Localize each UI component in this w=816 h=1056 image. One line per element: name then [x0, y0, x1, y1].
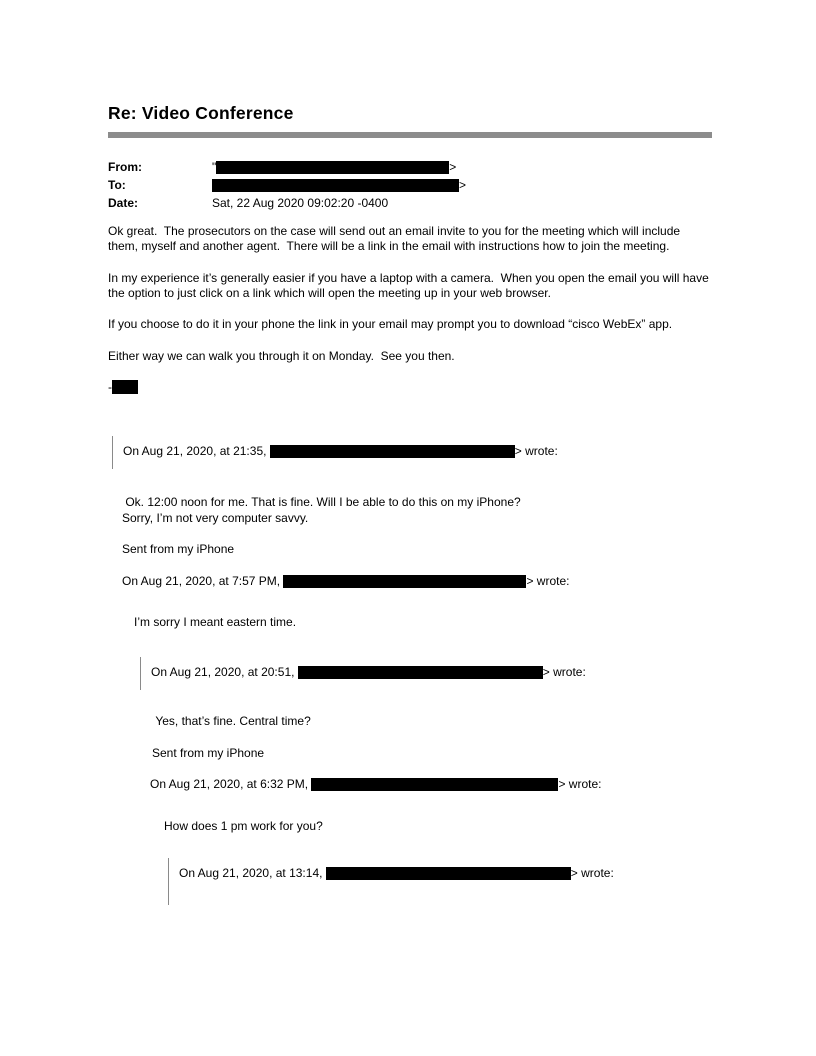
date-row [108, 194, 712, 212]
from-suffix: > [449, 159, 457, 174]
from-label: From: [108, 159, 142, 174]
redacted-signature-name [112, 380, 138, 394]
signature-dash: - [108, 380, 112, 395]
attribution-suffix: > wrote: [526, 573, 570, 588]
quoted-reply-line: Yes, that’s fine. Central time? [152, 714, 311, 729]
redacted-email-address [270, 445, 515, 458]
date-label: Date: [108, 195, 139, 210]
quoted-reply-line: Ok. 12:00 noon for me. That is fine. Will I be able to do this on my iPhone? [122, 495, 521, 510]
redacted-to-address [212, 179, 459, 192]
quote-attribution-unbarred [150, 777, 712, 792]
attribution-text: On Aug 21, 2020, at 21:35, [123, 443, 270, 458]
attribution-text: On Aug 21, 2020, at 7:57 PM, [122, 573, 284, 588]
quote-attribution-level1 [112, 436, 712, 469]
attribution-suffix: > wrote: [558, 777, 602, 792]
email-subject: Re: Video Conference [108, 103, 294, 123]
quote-attribution-level2 [140, 657, 712, 690]
to-suffix: > [459, 177, 467, 192]
from-open-quote: " [212, 159, 217, 174]
from-row [108, 158, 712, 176]
attribution-text: On Aug 21, 2020, at 6:32 PM, [150, 777, 312, 792]
date-value: Sat, 22 Aug 2020 09:02:20 -0400 [212, 195, 389, 210]
body-paragraph: If you choose to do it in your phone the link in your email may prompt you to download “cisco WebEx” app. [108, 317, 673, 332]
email-headers [108, 158, 712, 212]
redacted-email-address [311, 778, 558, 791]
attribution-text: On Aug 21, 2020, at 20:51, [151, 664, 298, 679]
to-label: To: [108, 177, 126, 192]
sent-from-iphone-line: Sent from my iPhone [122, 542, 235, 557]
attribution-suffix: > wrote: [514, 443, 558, 458]
body-paragraph: Either way we can walk you through it on Monday. See you then. [108, 348, 455, 363]
body-paragraph: In my experience it’s generally easier if you have a laptop with a camera. When you open the email you will have the option to just click on a link which will open the meeting up in your web browser. [108, 270, 713, 300]
sent-from-iphone-line: Sent from my iPhone [152, 745, 265, 760]
quoted-reply-line: How does 1 pm work for you? [164, 818, 323, 833]
subject-rule [108, 132, 712, 138]
to-value [212, 176, 466, 194]
to-row [108, 176, 712, 194]
quoted-reply-line: Sorry, I’m not very computer savvy. [122, 510, 309, 525]
quoted-reply-line: I’m sorry I meant eastern time. [134, 615, 297, 630]
attribution-suffix: > wrote: [570, 866, 614, 880]
attribution-suffix: > wrote: [542, 664, 586, 679]
redacted-email-address [283, 575, 526, 588]
redacted-email-address [326, 867, 571, 880]
quote-attribution-unbarred [122, 574, 712, 589]
body-paragraph: Ok great. The prosecutors on the case will send out an email invite to you for the meeting which will include them, myself and another agent. There will be a link in the email with instructions how to join the meeting. [108, 223, 684, 254]
redacted-email-address [298, 666, 543, 679]
signature-line [108, 380, 712, 395]
quote-attribution-level3 [168, 858, 712, 905]
attribution-text: On Aug 21, 2020, at 13:14, [179, 866, 326, 880]
redacted-from-address [216, 161, 449, 174]
from-value [212, 158, 456, 176]
